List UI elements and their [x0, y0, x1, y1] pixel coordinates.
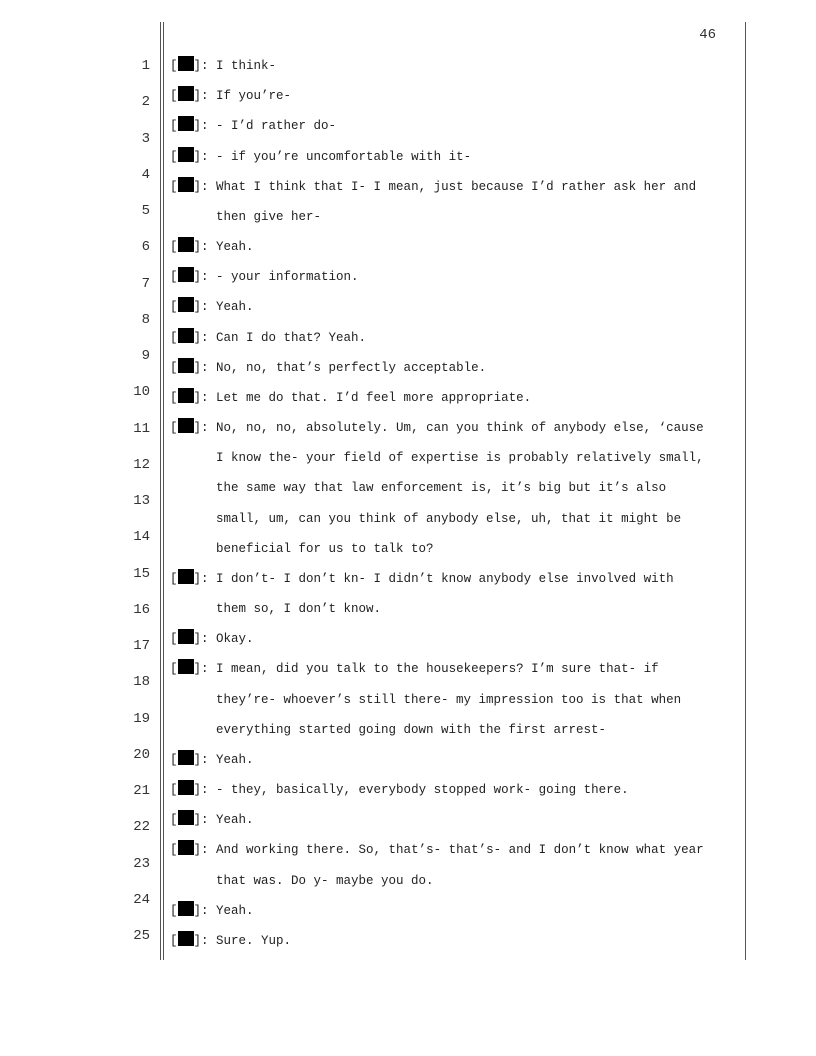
- transcript-text: I don’t- I don’t kn- I didn’t know anybody else involved with: [216, 572, 674, 586]
- transcript-text: Okay.: [216, 632, 254, 646]
- transcript-line: [170, 86, 291, 106]
- line-number: 11: [133, 421, 150, 437]
- line-number: 10: [133, 384, 150, 400]
- speaker-label: [ ]:: [170, 569, 216, 589]
- transcript-line: [170, 388, 531, 408]
- speaker-label: [ ]:: [170, 840, 216, 860]
- transcript-text: Yeah.: [216, 904, 254, 918]
- redacted-speaker-name: [178, 388, 194, 403]
- line-number: 7: [141, 276, 150, 292]
- transcript-text: that was. Do y- maybe you do.: [216, 874, 434, 888]
- transcript-line: [170, 177, 696, 197]
- transcript-text: they’re- whoever’s still there- my impression too is that when: [216, 693, 682, 707]
- line-number: 12: [133, 457, 150, 473]
- transcript-text: the same way that law enforcement is, it’s big but it’s also: [216, 481, 667, 495]
- line-number: 8: [141, 312, 150, 328]
- transcript-line: [216, 690, 681, 710]
- redacted-speaker-name: [178, 840, 194, 855]
- speaker-label: [ ]:: [170, 388, 216, 408]
- right-margin-rule: [745, 22, 746, 960]
- transcript-text: - I’d rather do-: [216, 119, 337, 133]
- transcript-text: Yeah.: [216, 240, 254, 254]
- left-margin-rule: [160, 22, 161, 960]
- line-number: 25: [133, 928, 150, 944]
- transcript-line: [216, 448, 704, 468]
- speaker-label: [ ]:: [170, 358, 216, 378]
- speaker-label: [ ]:: [170, 297, 216, 317]
- transcript-text: beneficial for us to talk to?: [216, 542, 434, 556]
- redacted-speaker-name: [178, 810, 194, 825]
- transcript-text: Can I do that? Yeah.: [216, 331, 367, 345]
- redacted-speaker-name: [178, 418, 194, 433]
- speaker-label: [ ]:: [170, 659, 216, 679]
- transcript-line: [170, 56, 276, 76]
- line-number: 2: [141, 94, 150, 110]
- line-number: 15: [133, 566, 150, 582]
- redacted-speaker-name: [178, 629, 194, 644]
- transcript-text: - your information.: [216, 270, 359, 284]
- redacted-speaker-name: [178, 328, 194, 343]
- transcript-line: [170, 116, 336, 136]
- speaker-label: [ ]:: [170, 147, 216, 167]
- line-number: 19: [133, 711, 150, 727]
- line-number: 3: [141, 131, 150, 147]
- transcript-text: No, no, that’s perfectly acceptable.: [216, 361, 487, 375]
- line-number: 14: [133, 529, 150, 545]
- transcript-line: [170, 418, 704, 438]
- line-number: 23: [133, 856, 150, 872]
- transcript-line: [216, 478, 666, 498]
- left-margin-rule-inner: [163, 22, 164, 960]
- line-number: 13: [133, 493, 150, 509]
- line-number: 5: [141, 203, 150, 219]
- line-number: 6: [141, 239, 150, 255]
- speaker-label: [ ]:: [170, 237, 216, 257]
- transcript-line: [216, 599, 381, 619]
- transcript-line: [170, 267, 359, 287]
- speaker-label: [ ]:: [170, 116, 216, 136]
- transcript-line: [170, 569, 674, 589]
- transcript-text: - they, basically, everybody stopped work- going there.: [216, 783, 629, 797]
- speaker-label: [ ]:: [170, 86, 216, 106]
- transcript-line: [170, 237, 254, 257]
- redacted-speaker-name: [178, 750, 194, 765]
- transcript-line: [170, 629, 254, 649]
- transcript-text: I think-: [216, 59, 277, 73]
- transcript-line: [170, 840, 704, 860]
- speaker-label: [ ]:: [170, 750, 216, 770]
- transcript-line: [170, 659, 659, 679]
- speaker-label: [ ]:: [170, 780, 216, 800]
- redacted-speaker-name: [178, 237, 194, 252]
- redacted-speaker-name: [178, 901, 194, 916]
- transcript-line: [216, 720, 606, 740]
- transcript-text: And working there. So, that’s- that’s- and I don’t know what year: [216, 843, 704, 857]
- speaker-label: [ ]:: [170, 267, 216, 287]
- transcript-text: them so, I don’t know.: [216, 602, 382, 616]
- transcript-line: [170, 901, 254, 921]
- line-number: 4: [141, 167, 150, 183]
- transcript-text: Let me do that. I’d feel more appropriate.: [216, 391, 532, 405]
- transcript-text: I know the- your field of expertise is probably relatively small,: [216, 451, 704, 465]
- line-number: 17: [133, 638, 150, 654]
- transcript-text: Sure. Yup.: [216, 934, 292, 948]
- redacted-speaker-name: [178, 358, 194, 373]
- transcript-text: everything started going down with the first arrest-: [216, 723, 607, 737]
- transcript-text: Yeah.: [216, 300, 254, 314]
- transcript-line: [216, 539, 434, 559]
- transcript-line: [170, 780, 629, 800]
- redacted-speaker-name: [178, 931, 194, 946]
- transcript-text: then give her-: [216, 210, 322, 224]
- transcript-line: [216, 509, 681, 529]
- line-number: 18: [133, 674, 150, 690]
- redacted-speaker-name: [178, 267, 194, 282]
- redacted-speaker-name: [178, 56, 194, 71]
- redacted-speaker-name: [178, 147, 194, 162]
- redacted-speaker-name: [178, 659, 194, 674]
- redacted-speaker-name: [178, 177, 194, 192]
- redacted-speaker-name: [178, 86, 194, 101]
- line-number: 22: [133, 819, 150, 835]
- line-number: 21: [133, 783, 150, 799]
- redacted-speaker-name: [178, 780, 194, 795]
- redacted-speaker-name: [178, 569, 194, 584]
- speaker-label: [ ]:: [170, 418, 216, 438]
- transcript-line: [170, 297, 254, 317]
- transcript-line: [216, 207, 321, 227]
- transcript-text: No, no, no, absolutely. Um, can you think of anybody else, ‘cause: [216, 421, 704, 435]
- line-number: 9: [141, 348, 150, 364]
- transcript-text: If you’re-: [216, 89, 292, 103]
- transcript-line: [170, 931, 291, 951]
- transcript-line: [216, 871, 434, 891]
- speaker-label: [ ]:: [170, 931, 216, 951]
- transcript-line: [170, 750, 254, 770]
- transcript-line: [170, 358, 486, 378]
- speaker-label: [ ]:: [170, 629, 216, 649]
- transcript-text: I mean, did you talk to the housekeepers? I’m sure that- if: [216, 662, 659, 676]
- speaker-label: [ ]:: [170, 328, 216, 348]
- speaker-label: [ ]:: [170, 810, 216, 830]
- transcript-text: Yeah.: [216, 753, 254, 767]
- line-number: 20: [133, 747, 150, 763]
- speaker-label: [ ]:: [170, 177, 216, 197]
- page-number: 46: [699, 27, 716, 43]
- line-number: 24: [133, 892, 150, 908]
- line-number: 1: [141, 58, 150, 74]
- speaker-label: [ ]:: [170, 56, 216, 76]
- transcript-line: [170, 147, 471, 167]
- transcript-line: [170, 328, 366, 348]
- line-number: 16: [133, 602, 150, 618]
- transcript-text: Yeah.: [216, 813, 254, 827]
- transcript-text: What I think that I- I mean, just because I’d rather ask her and: [216, 180, 697, 194]
- redacted-speaker-name: [178, 297, 194, 312]
- transcript-line: [170, 810, 254, 830]
- transcript-text: small, um, can you think of anybody else, uh, that it might be: [216, 512, 682, 526]
- speaker-label: [ ]:: [170, 901, 216, 921]
- transcript-text: - if you’re uncomfortable with it-: [216, 150, 472, 164]
- redacted-speaker-name: [178, 116, 194, 131]
